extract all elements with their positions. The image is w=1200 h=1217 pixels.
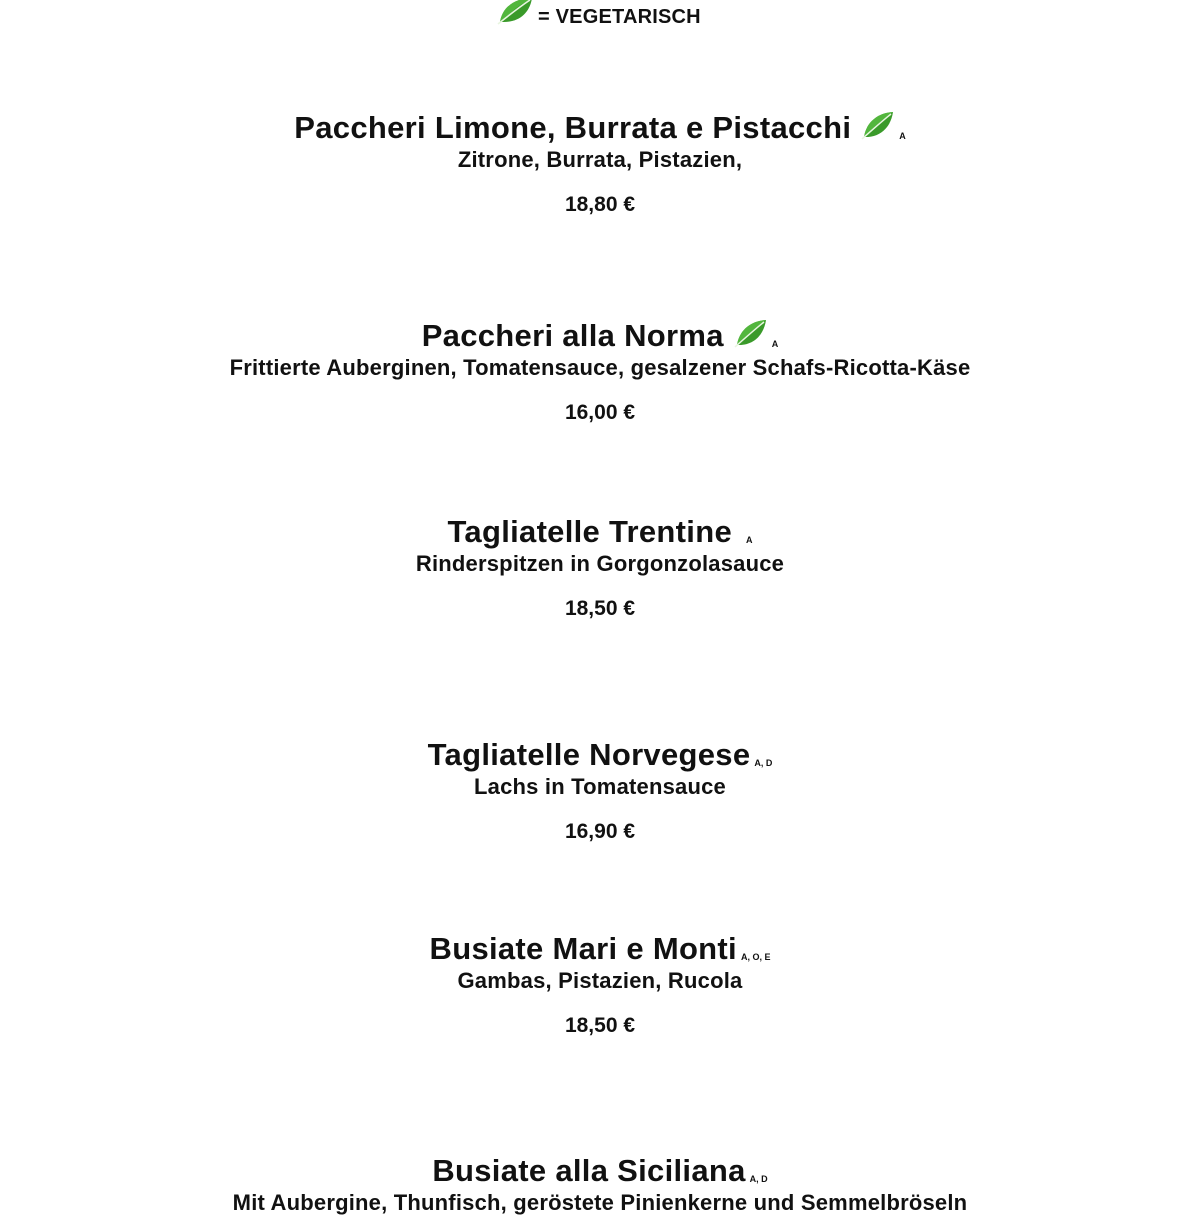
menu-item bbox=[0, 931, 1200, 1039]
dish-description: Frittierte Auberginen, Tomatensauce, gesalzener Schafs-Ricotta-Käse bbox=[229, 355, 971, 380]
vegetarian-legend bbox=[0, 0, 1200, 34]
dish-title-row bbox=[0, 514, 1200, 550]
allergen-codes: A bbox=[771, 339, 779, 349]
dish-description: Zitrone, Burrata, Pistazien, bbox=[457, 147, 743, 172]
legend-label: = VEGETARISCH bbox=[538, 6, 701, 28]
menu-item bbox=[0, 318, 1200, 426]
menu-item bbox=[0, 514, 1200, 622]
menu-item bbox=[0, 737, 1200, 845]
allergen-codes: A bbox=[899, 131, 906, 141]
dish-title-row bbox=[0, 931, 1200, 967]
dish-title-row bbox=[0, 110, 1200, 146]
dish-description: Gambas, Pistazien, Rucola bbox=[457, 968, 743, 993]
allergen-codes: A, O, E bbox=[740, 952, 771, 962]
dish-name: Paccheri Limone, Burrata e Pistacchi bbox=[294, 110, 852, 145]
dish-name: Busiate alla Siciliana bbox=[432, 1153, 746, 1188]
dish-name: Paccheri alla Norma bbox=[421, 318, 724, 353]
leaf-icon bbox=[496, 0, 536, 26]
dish-price: 16,90 € bbox=[564, 820, 636, 843]
dish-name: Busiate Mari e Monti bbox=[429, 931, 737, 966]
allergen-codes: A, D bbox=[754, 758, 773, 768]
dish-title-row bbox=[0, 318, 1200, 354]
dish-price: 18,80 € bbox=[564, 193, 636, 216]
dish-name: Tagliatelle Norvegese bbox=[427, 737, 751, 772]
allergen-codes: A bbox=[746, 535, 753, 545]
dish-description: Mit Aubergine, Thunfisch, geröstete Pinienkerne und Semmelbröseln bbox=[232, 1190, 968, 1215]
dish-price: 18,50 € bbox=[564, 597, 636, 620]
dish-price: 18,50 € bbox=[564, 1014, 636, 1037]
dish-name: Tagliatelle Trentine bbox=[447, 514, 732, 549]
dish-title-row bbox=[0, 737, 1200, 773]
menu-item bbox=[0, 110, 1200, 218]
leaf-icon bbox=[861, 110, 895, 140]
dish-price: 16,00 € bbox=[564, 401, 636, 424]
menu-item bbox=[0, 1153, 1200, 1217]
leaf-icon bbox=[734, 318, 768, 348]
dish-title-row bbox=[0, 1153, 1200, 1189]
allergen-codes: A, D bbox=[749, 1174, 768, 1184]
dish-description: Lachs in Tomatensauce bbox=[474, 774, 726, 799]
dish-description: Rinderspitzen in Gorgonzolasauce bbox=[415, 551, 785, 576]
